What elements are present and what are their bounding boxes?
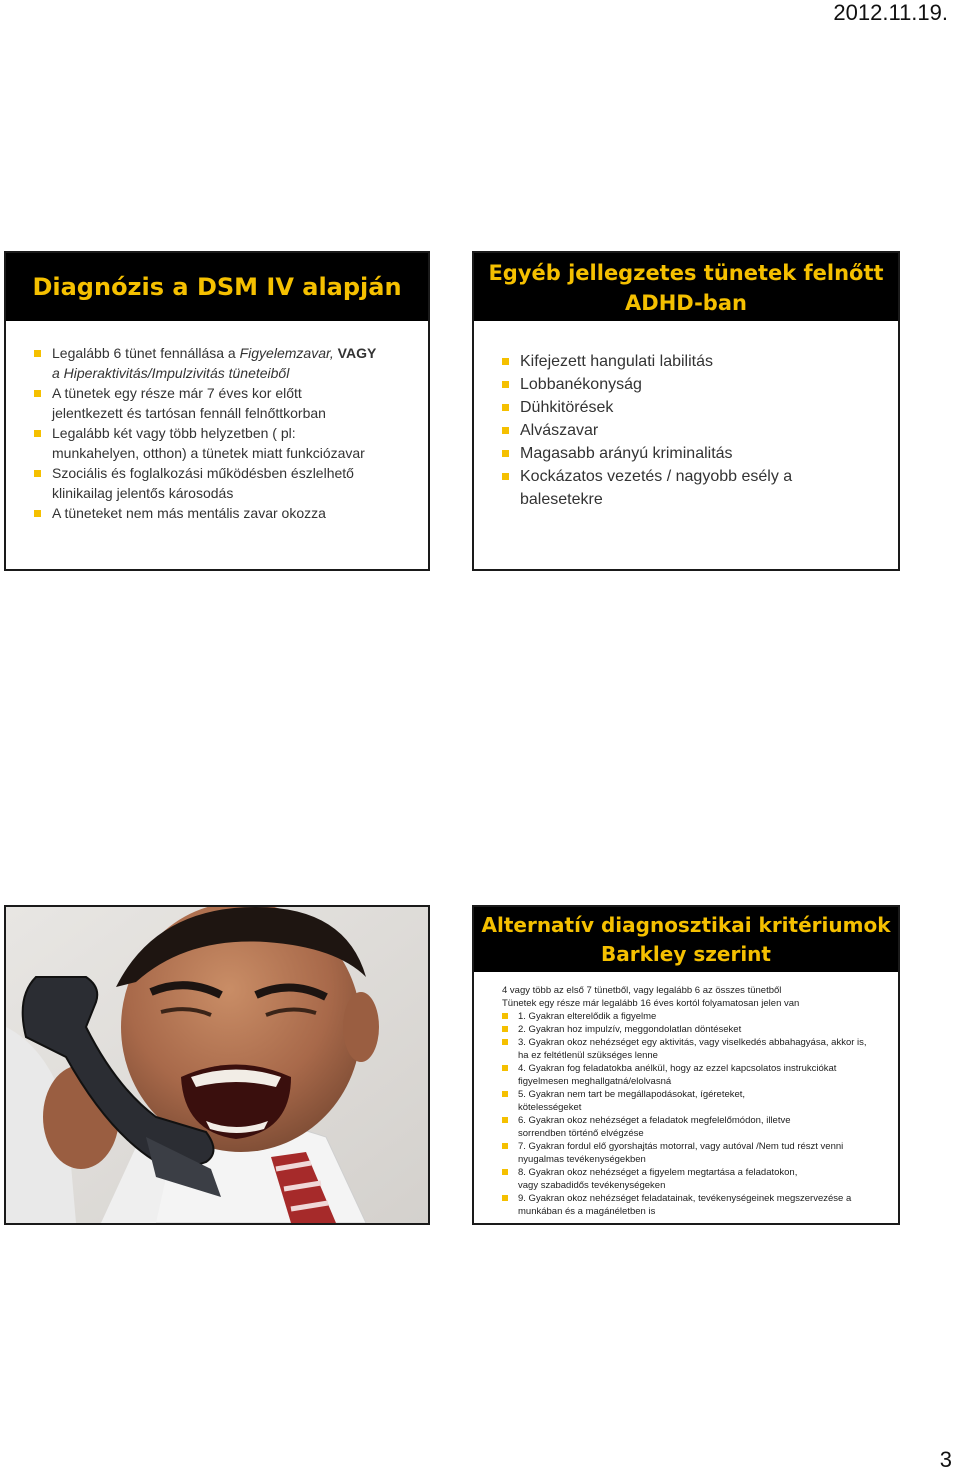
bullet-square-icon [502, 1143, 508, 1149]
bullet-square-icon [34, 390, 41, 397]
bullet-square-icon [502, 427, 509, 434]
bullet-square-icon [502, 381, 509, 388]
bullet-list [32, 343, 422, 523]
page-number: 3 [939, 1447, 952, 1472]
bullet-square-icon [34, 430, 41, 437]
slide-photo [4, 905, 430, 1225]
criteria-intro [502, 984, 882, 1010]
list-item: Kockázatos vezetés / nagyobb esély a balesetekre [500, 465, 892, 511]
bullet-square-icon [502, 1169, 508, 1175]
bullet-square-icon [34, 470, 41, 477]
bullet-square-icon [34, 350, 41, 357]
bullet-square-icon [502, 1195, 508, 1201]
list-item: 8. Gyakran okoz nehézséget a figyelem megtartása a feladatokon, vagy szabadidős tevékenységeken [500, 1166, 880, 1192]
bullet-square-icon [502, 358, 509, 365]
list-item: Legalább két vagy több helyzetben ( pl: munkahelyen, otthon) a tünetek miatt funkciózavar [32, 423, 422, 463]
list-item: 1. Gyakran elterelődik a figyelme [500, 1010, 880, 1023]
bullet-square-icon [34, 510, 41, 517]
bullet-square-icon [502, 1026, 508, 1032]
criteria-list [500, 1010, 880, 1218]
slide-title-line-2: ADHD-ban [625, 291, 747, 315]
list-item: Magasabb arányú kriminalitás [500, 442, 892, 465]
list-item: Lobbanékonyság [500, 373, 892, 396]
bullet-square-icon [502, 1091, 508, 1097]
list-item: Legalább 6 tünet fennállása a Figyelemzavar, VAGY a Hiperaktivitás/Impulzivitás tüneteiből [32, 343, 422, 383]
slide-title-line-2: Barkley szerint [601, 942, 771, 966]
slide-title [474, 907, 898, 972]
slide-barkley-criteria [472, 905, 900, 1225]
list-item: Alvászavar [500, 419, 892, 442]
bullet-square-icon [502, 473, 509, 480]
bullet-square-icon [502, 404, 509, 411]
list-item: Dühkitörések [500, 396, 892, 419]
list-item: 9. Gyakran okoz nehézséget feladatainak, tevékenységeinek megszervezése a munkában és a magánéletben is [500, 1192, 880, 1218]
slide-title [6, 253, 428, 321]
intro-line-1: 4 vagy több az első 7 tünetből, vagy legalább 6 az összes tünetből [502, 985, 782, 996]
slide-title-line-1: Egyéb jellegzetes tünetek felnőtt [488, 261, 884, 285]
shouting-man-photo [6, 907, 428, 1223]
list-item: 7. Gyakran fordul elő gyorshajtás motorral, vagy autóval /Nem tud részt venni nyugalmas tevékenységekben [500, 1140, 880, 1166]
list-item: 4. Gyakran fog feladatokba anélkül, hogy az ezzel kapcsolatos instrukciókat figyelmesen meghallgatná/elolvasná [500, 1062, 880, 1088]
slide-title-text: Diagnózis a DSM IV alapján [32, 273, 402, 301]
list-item: 2. Gyakran hoz impulzív, meggondolatlan döntéseket [500, 1023, 880, 1036]
bullet-square-icon [502, 1013, 508, 1019]
bullet-square-icon [502, 1117, 508, 1123]
bullet-square-icon [502, 450, 509, 457]
slide-dsm-iv-diagnosis [4, 251, 430, 571]
list-item: A tünetek egy része már 7 éves kor előtt jelentkezett és tartósan fennáll felnőttkorban [32, 383, 422, 423]
slide-title [474, 253, 898, 321]
bullet-square-icon [502, 1039, 508, 1045]
list-item: 6. Gyakran okoz nehézséget a feladatok megfelelőmódon, illetve sorrendben történő elvégzése [500, 1114, 880, 1140]
list-item: A tüneteket nem más mentális zavar okozza [32, 503, 422, 523]
slide-title-line-1: Alternatív diagnosztikai kritériumok [481, 913, 891, 937]
list-item: Szociális és foglalkozási működésben észlelhető klinikailag jelentős károsodás [32, 463, 422, 503]
slide-adult-adhd-symptoms [472, 251, 900, 571]
bullet-square-icon [502, 1065, 508, 1071]
date-stamp: 2012.11.19. [833, 0, 948, 25]
list-item: 3. Gyakran okoz nehézséget egy aktivitás, vagy viselkedés abbahagyása, akkor is, ha ez feltétlenül szükséges lenne [500, 1036, 880, 1062]
list-item: Kifejezett hangulati labilitás [500, 350, 892, 373]
intro-line-2: Tünetek egy része már legalább 16 éves kortól folyamatosan jelen van [502, 998, 800, 1009]
bullet-list [500, 350, 892, 511]
list-item: 5. Gyakran nem tart be megállapodásokat, ígéreteket, kötelességeket [500, 1088, 880, 1114]
